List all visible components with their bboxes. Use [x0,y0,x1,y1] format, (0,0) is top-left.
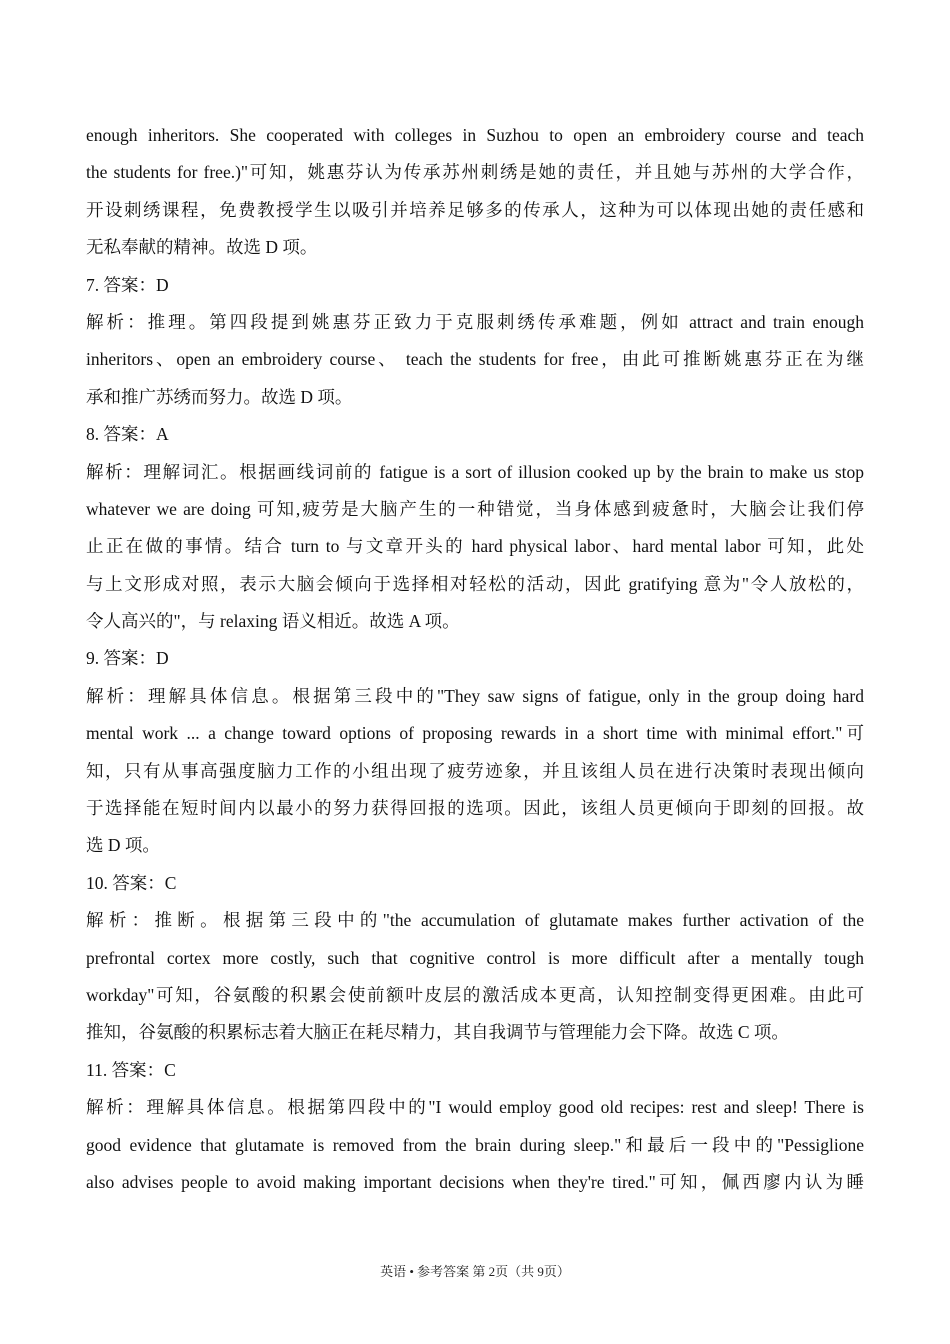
text-line: workday"可知，谷氨酸的积累会使前额叶皮层的激活成本更高，认知控制变得更困难。由此可 [86,984,864,1005]
text-line: 开设刺绣课程，免费教授学生以吸引并培养足够多的传承人，这种为可以体现出她的责任感和 [86,199,864,220]
text-line: 推知，谷氨酸的积累标志着大脑正在耗尽精力，其自我调节与管理能力会下降。故选 C 项。 [86,1022,789,1043]
text-line: the students for free.)"可知，姚惠芬认为传承苏州刺绣是她的责任，并且她与苏州的大学合作， [86,162,864,183]
answer-heading: 7. 答案：D [86,274,169,295]
answer-heading: 9. 答案：D [86,648,169,669]
text-line: 承和推广苏绣而努力。故选 D 项。 [86,386,353,407]
text-line: also advises people to avoid making important decisions when they're tired."可知，佩西廖内认为睡 [86,1171,864,1192]
answer-heading: 8. 答案：A [86,424,169,445]
text-line: 令人高兴的"，与 relaxing 语义相近。故选 A 项。 [86,611,460,632]
text-line: good evidence that glutamate is removed from the brain during sleep."和最后一段中的"Pessiglione [86,1134,864,1155]
answer-heading: 10. 答案：C [86,872,177,893]
text-line: mental work ... a change toward options of proposing rewards in a short time with minimal effort."可 [86,723,864,744]
text-line: 解析：理解词汇。根据画线词前的 fatigue is a sort of illusion cooked up by the brain to make us stop [86,461,864,482]
page-body [86,117,864,1201]
text-line: inheritors、open an embroidery course、 teach the students for free，由此可推断姚惠芬正在为继 [86,349,864,370]
text-line: 与上文形成对照，表示大脑会倾向于选择相对轻松的活动，因此 gratifying 意为"令人放松的， [86,573,864,594]
text-line: 解析：推理。第四段提到姚惠芬正致力于克服刺绣传承难题，例如 attract and train enough [86,311,864,332]
text-line: 选 D 项。 [86,835,160,856]
text-line: enough inheritors. She cooperated with colleges in Suzhou to open an embroidery course and teach [86,125,864,145]
text-line: 解析：理解具体信息。根据第四段中的"I would employ good old recipes: rest and sleep! There is [86,1097,864,1118]
answer-heading: 11. 答案：C [86,1059,176,1080]
text-line: 知，只有从事高强度脑力工作的小组出现了疲劳迹象，并且该组人员在进行决策时表现出倾向 [86,760,864,781]
text-line: 解析：推断。根据第三段中的"the accumulation of glutamate makes further activation of the [86,910,864,931]
text-line: 解析：理解具体信息。根据第三段中的"They saw signs of fatigue, only in the group doing hard [86,685,864,706]
text-line: prefrontal cortex more costly, such that cognitive control is more difficult after a mentally tough [86,947,864,968]
text-line: 于选择能在短时间内以最小的努力获得回报的选项。因此，该组人员更倾向于即刻的回报。故 [86,798,864,819]
text-line: 止正在做的事情。结合 turn to 与文章开头的 hard physical labor、hard mental labor 可知，此处 [86,536,864,557]
page-footer: 英语 • 参考答案 第 2页（共 9页） [380,1264,570,1279]
text-line: whatever we are doing 可知,疲劳是大脑产生的一种错觉，当身体感到疲惫时，大脑会让我们停 [86,498,864,519]
text-line: 无私奉献的精神。故选 D 项。 [86,237,318,258]
